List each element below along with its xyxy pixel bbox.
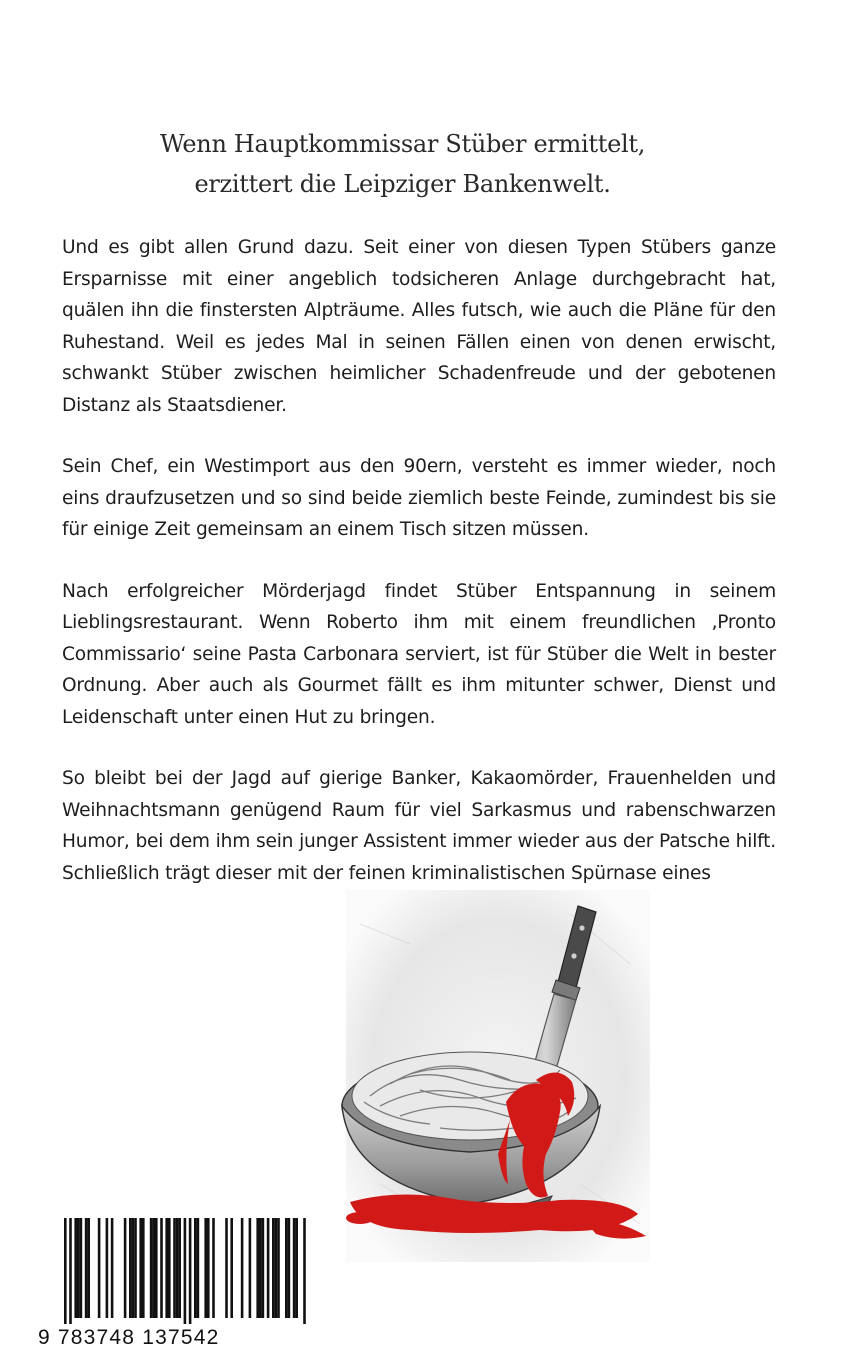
barcode-bar — [176, 1218, 179, 1318]
barcode-bar — [98, 1218, 101, 1318]
blurb-paragraph-4: So bleibt bei der Jagd auf gierige Banker, Kakaomörder, Frauenhelden und Weihnachtsmann genügend Raum für viel Sarkasmus und rabenschwarzen Humor, bei dem ihm sein junger Assistent immer wieder aus der Patsche hilft. Schließlich trägt dieser mit der feinen kriminalistischen Spürnase eines — [62, 768, 776, 884]
barcode-bar — [204, 1218, 207, 1318]
barcode-bar — [168, 1218, 171, 1318]
blurb-paragraph-2: Sein Chef, ein Westimport aus den 90ern, versteht es immer wieder, noch eins draufzusetzen und so sind beide ziemlich beste Feinde, zumindest bis sie für einige Zeit gemeinsam an einem Tisch sitzen müssen. — [62, 456, 776, 540]
barcode-bar — [152, 1218, 155, 1318]
barcode-bar — [272, 1218, 275, 1318]
tagline-line-2: erzittert die Leipziger Bankenwelt. — [194, 170, 611, 198]
barcode-bar — [295, 1218, 298, 1318]
barcode-bar — [230, 1218, 233, 1318]
isbn-digits: 9 783748 137542 — [38, 1326, 220, 1349]
barcode-bar — [293, 1218, 296, 1318]
barcode-bar — [64, 1218, 67, 1324]
blurb-text — [62, 232, 776, 889]
barcode-bar — [160, 1218, 163, 1318]
barcode-bar — [207, 1218, 210, 1318]
barcode-bar — [150, 1218, 153, 1318]
barcode-bar — [262, 1218, 265, 1318]
barcode-bar — [178, 1218, 181, 1318]
barcode-bar — [173, 1218, 176, 1318]
barcode-bar — [74, 1218, 77, 1318]
blurb-paragraph-3: Nach erfolgreicher Mörderjagd findet Stüber Entspannung in seinem Lieblingsrestaurant. Wenn Roberto ihm mit einem freundlichen ‚Pronto Commissario‘ seine Pasta Carbonara serviert, ist für Stüber die Welt in bester Ordnung. Aber auch als Gourmet fällt es ihm mitunter schwer, Dienst und Leidenschaft unter einen Hut zu bringen. — [62, 580, 776, 728]
barcode-bar — [256, 1218, 259, 1318]
barcode-bar — [241, 1218, 244, 1318]
barcode-bar — [77, 1218, 80, 1318]
barcode-bar — [267, 1218, 270, 1318]
barcode-bar — [275, 1218, 278, 1318]
barcode-bar — [225, 1218, 228, 1318]
isbn-barcode — [38, 1212, 308, 1356]
blurb-paragraph-1: Und es gibt allen Grund dazu. Seit einer von diesen Typen Stübers ganze Ersparnisse mit einer angeblich todsicheren Anlage durchgebracht hat, quälen ihn die finstersten Alpträume. Alles futsch, wie auch die Pläne für den Ruhestand. Weil es jedes Mal in seinen Fällen einen von denen erwischt, schwankt Stüber zwischen heimlicher Schadenfreude und der gebotenen Distanz als Staatsdiener. — [62, 237, 776, 416]
barcode-bar — [288, 1218, 291, 1318]
barcode-bar — [277, 1218, 280, 1318]
barcode-bar — [124, 1218, 127, 1318]
barcode-bar — [134, 1218, 137, 1318]
book-tagline — [0, 124, 805, 204]
barcode-bar — [194, 1218, 197, 1318]
barcode-bar — [139, 1218, 142, 1318]
barcode-bars — [38, 1212, 308, 1324]
barcode-bar — [165, 1218, 168, 1318]
knife-in-pasta-illustration — [320, 884, 665, 1279]
tagline-line-1: Wenn Hauptkommissar Stüber ermittelt, — [159, 130, 646, 158]
barcode-bar — [111, 1218, 114, 1318]
barcode-bar — [132, 1218, 135, 1318]
barcode-bar — [85, 1218, 88, 1318]
barcode-bar — [142, 1218, 145, 1318]
barcode-bar — [249, 1218, 252, 1318]
barcode-bar — [189, 1218, 192, 1324]
barcode-bar — [184, 1218, 187, 1324]
barcode-bar — [69, 1218, 72, 1324]
barcode-bar — [87, 1218, 90, 1318]
barcode-bar — [212, 1218, 215, 1318]
barcode-bar — [285, 1218, 288, 1318]
barcode-bar — [155, 1218, 158, 1318]
barcode-bar — [303, 1218, 306, 1324]
barcode-bar — [80, 1218, 83, 1318]
barcode-bar — [197, 1218, 200, 1318]
barcode-bar — [106, 1218, 109, 1318]
barcode-bar — [129, 1218, 132, 1318]
barcode-bar — [259, 1218, 262, 1318]
